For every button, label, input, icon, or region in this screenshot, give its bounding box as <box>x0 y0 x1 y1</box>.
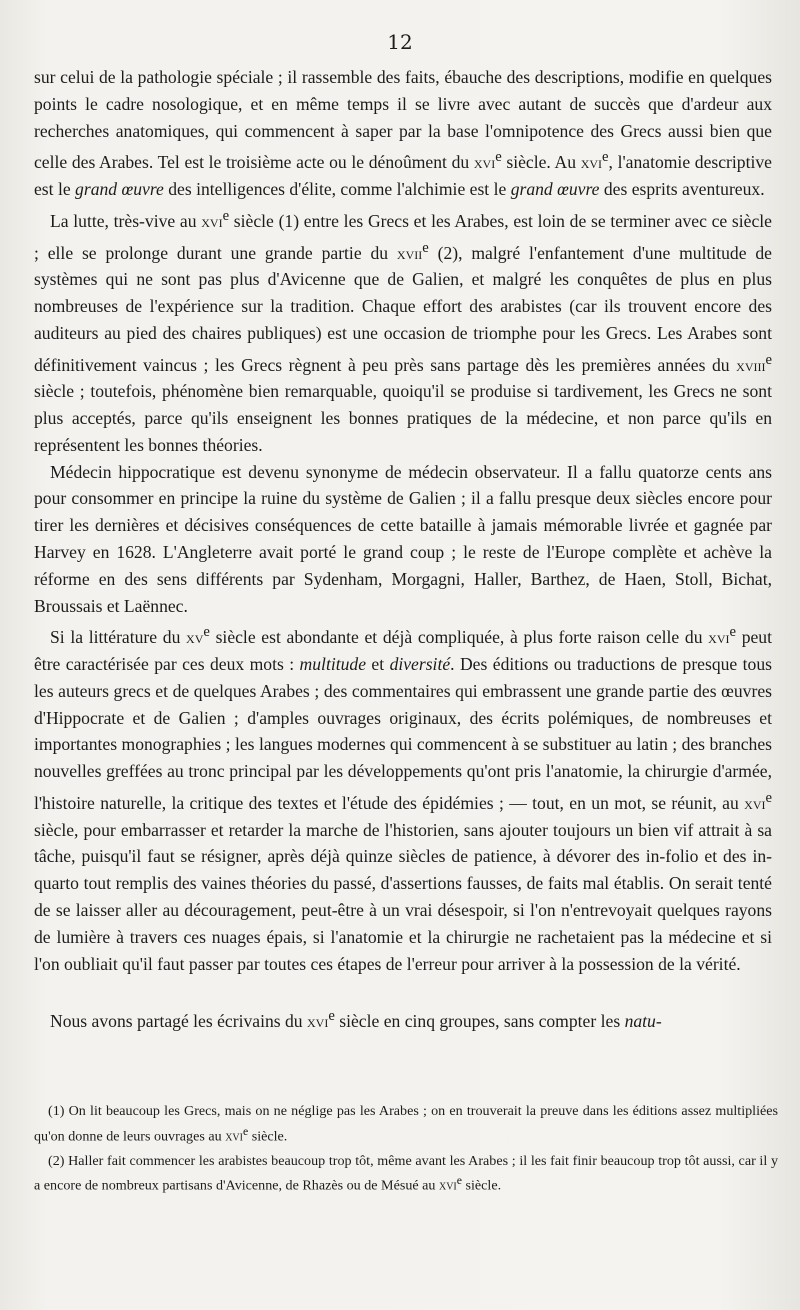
paragraph-1: sur celui de la pathologie spéciale ; il rassemble des faits, ébauche des descriptions, modifie en quelques points le cadre nosologique, et en même temps il se livre avec autant de succès que d'ardeur aux recherches anatomiques, qui commencent à saper par la base l'omnipotence des Grecs aussi bien que celle des Arabes. Tel est le troisième acte ou le dénoûment du xvi$^e$ siècle. Au xvi$^e$, l'anatomie descriptive est le grand œuvre des intelligences d'élite, comme l'alchimie est le grand œuvre des esprits aventureux. <box>34 67 772 200</box>
paragraph-3: Médecin hippocratique est devenu synonyme de médecin observateur. Il a fallu quatorze cents ans pour consommer en principe la ruine du système de Galien ; il a fallu presque deux siècles encore pour tirer les dernières et décisives conséquences de cette bataille à jamais mémorable livrée et gagnée par Harvey en 1628. L'Angleterre avait porté le grand coup ; le reste de l'Europe complète et achève la réforme en des sens différents par Sydenham, Morgagni, Haller, Barthez, de Haen, Stoll, Bichat, Broussais et Laënnec. <box>34 461 772 616</box>
footnote-1: (1) On lit beaucoup les Grecs, mais on ne néglige pas les Arabes ; on en trouverait la preuve dans les éditions assez multipliées qu'on donne de leurs ouvrages au xvi$^e$ siècle. <box>34 1103 778 1145</box>
body-text <box>34 64 772 1035</box>
paragraph-2: La lutte, très-vive au xvi$^e$ siècle (1) entre les Grecs et les Arabes, est loin de se terminer avec ce siècle ; elle se prolonge durant une grande partie du xvii$^e$ (2), malgré l'enfantement d'une multitude de systèmes qui ne sont pas plus d'Avicenne que de Galien, et malgré les conquêtes de plus en plus nombreuses de l'expérience sur la tradition. Chaque effort des arabistes (car ils trouvent encore des auditeurs au pied des chaires publiques) est une occasion de triomphe pour les Grecs. Les Arabes sont définitivement vaincus ; les Grecs règnent à peu près sans partage dès les premières années du xviii$^e$ siècle ; toutefois, phénomène bien remarquable, quoiqu'il se produise si tardivement, les Grecs ne sont plus acceptés, parce qu'ils enseignent les bonnes pratiques de la médecine, et non parce qu'ils en représentent les bonnes théories. <box>34 207 772 455</box>
paragraph-5: Nous avons partagé les écrivains du xvi$^e$ siècle en cinq groupes, sans compter les natu- <box>50 1008 662 1032</box>
footnotes <box>34 1101 778 1196</box>
footnote-2: (2) Haller fait commencer les arabistes beaucoup trop tôt, même avant les Arabes ; il les fait finir beaucoup trop tôt aussi, car il y a encore de nombreux partisans d'Avicenne, de Rhazès ou de Mésué au xvi$^e$ siècle. <box>34 1152 778 1194</box>
paragraph-4: Si la littérature du $xv^e$ siècle est abondante et déjà compliquée, à plus forte raison celle du xvi$^e$ peut être caractérisée par ces deux mots : multitude et diversité. Des éditions ou traductions de presque tous les auteurs grecs et de quelques Arabes ; des commentaires qui embrassent une grande partie des œuvres d'Hippocrate et de Galien ; d'amples ouvrages originaux, des écrits polémiques, de nombreuses et importantes monographies ; les langues modernes qui commencent à se substituer au latin ; des branches nouvelles greffées au tronc principal par les développements qu'ont pris l'anatomie, la chirurgie d'armée, l'histoire naturelle, la critique des textes et l'étude des épidémies ; — tout, en un mot, se réunit, au xvi$^e$ siècle, pour embarrasser et retarder la marche de l'historien, sans ajouter toujours un bien vif attrait à sa tâche, puisqu'il faut se résigner, après déjà quinze siècles de patience, à dévorer des in-folio et des in-quarto tout remplis des vaines théories du passé, d'assertions fausses, de faits mal établis. On serait tenté de se laisser aller au découragement, peut-être à un vrai désespoir, si l'on n'entrevoyait quelques rayons de lumière à travers ces nuages épais, si l'anatomie et la chirurgie ne rachetaient pas la médecine et si l'on oubliait qu'il faut passer par toutes ces étapes de l'erreur pour arriver à la possession de la vérité. <box>34 624 772 974</box>
page-number: 12 <box>387 30 413 54</box>
